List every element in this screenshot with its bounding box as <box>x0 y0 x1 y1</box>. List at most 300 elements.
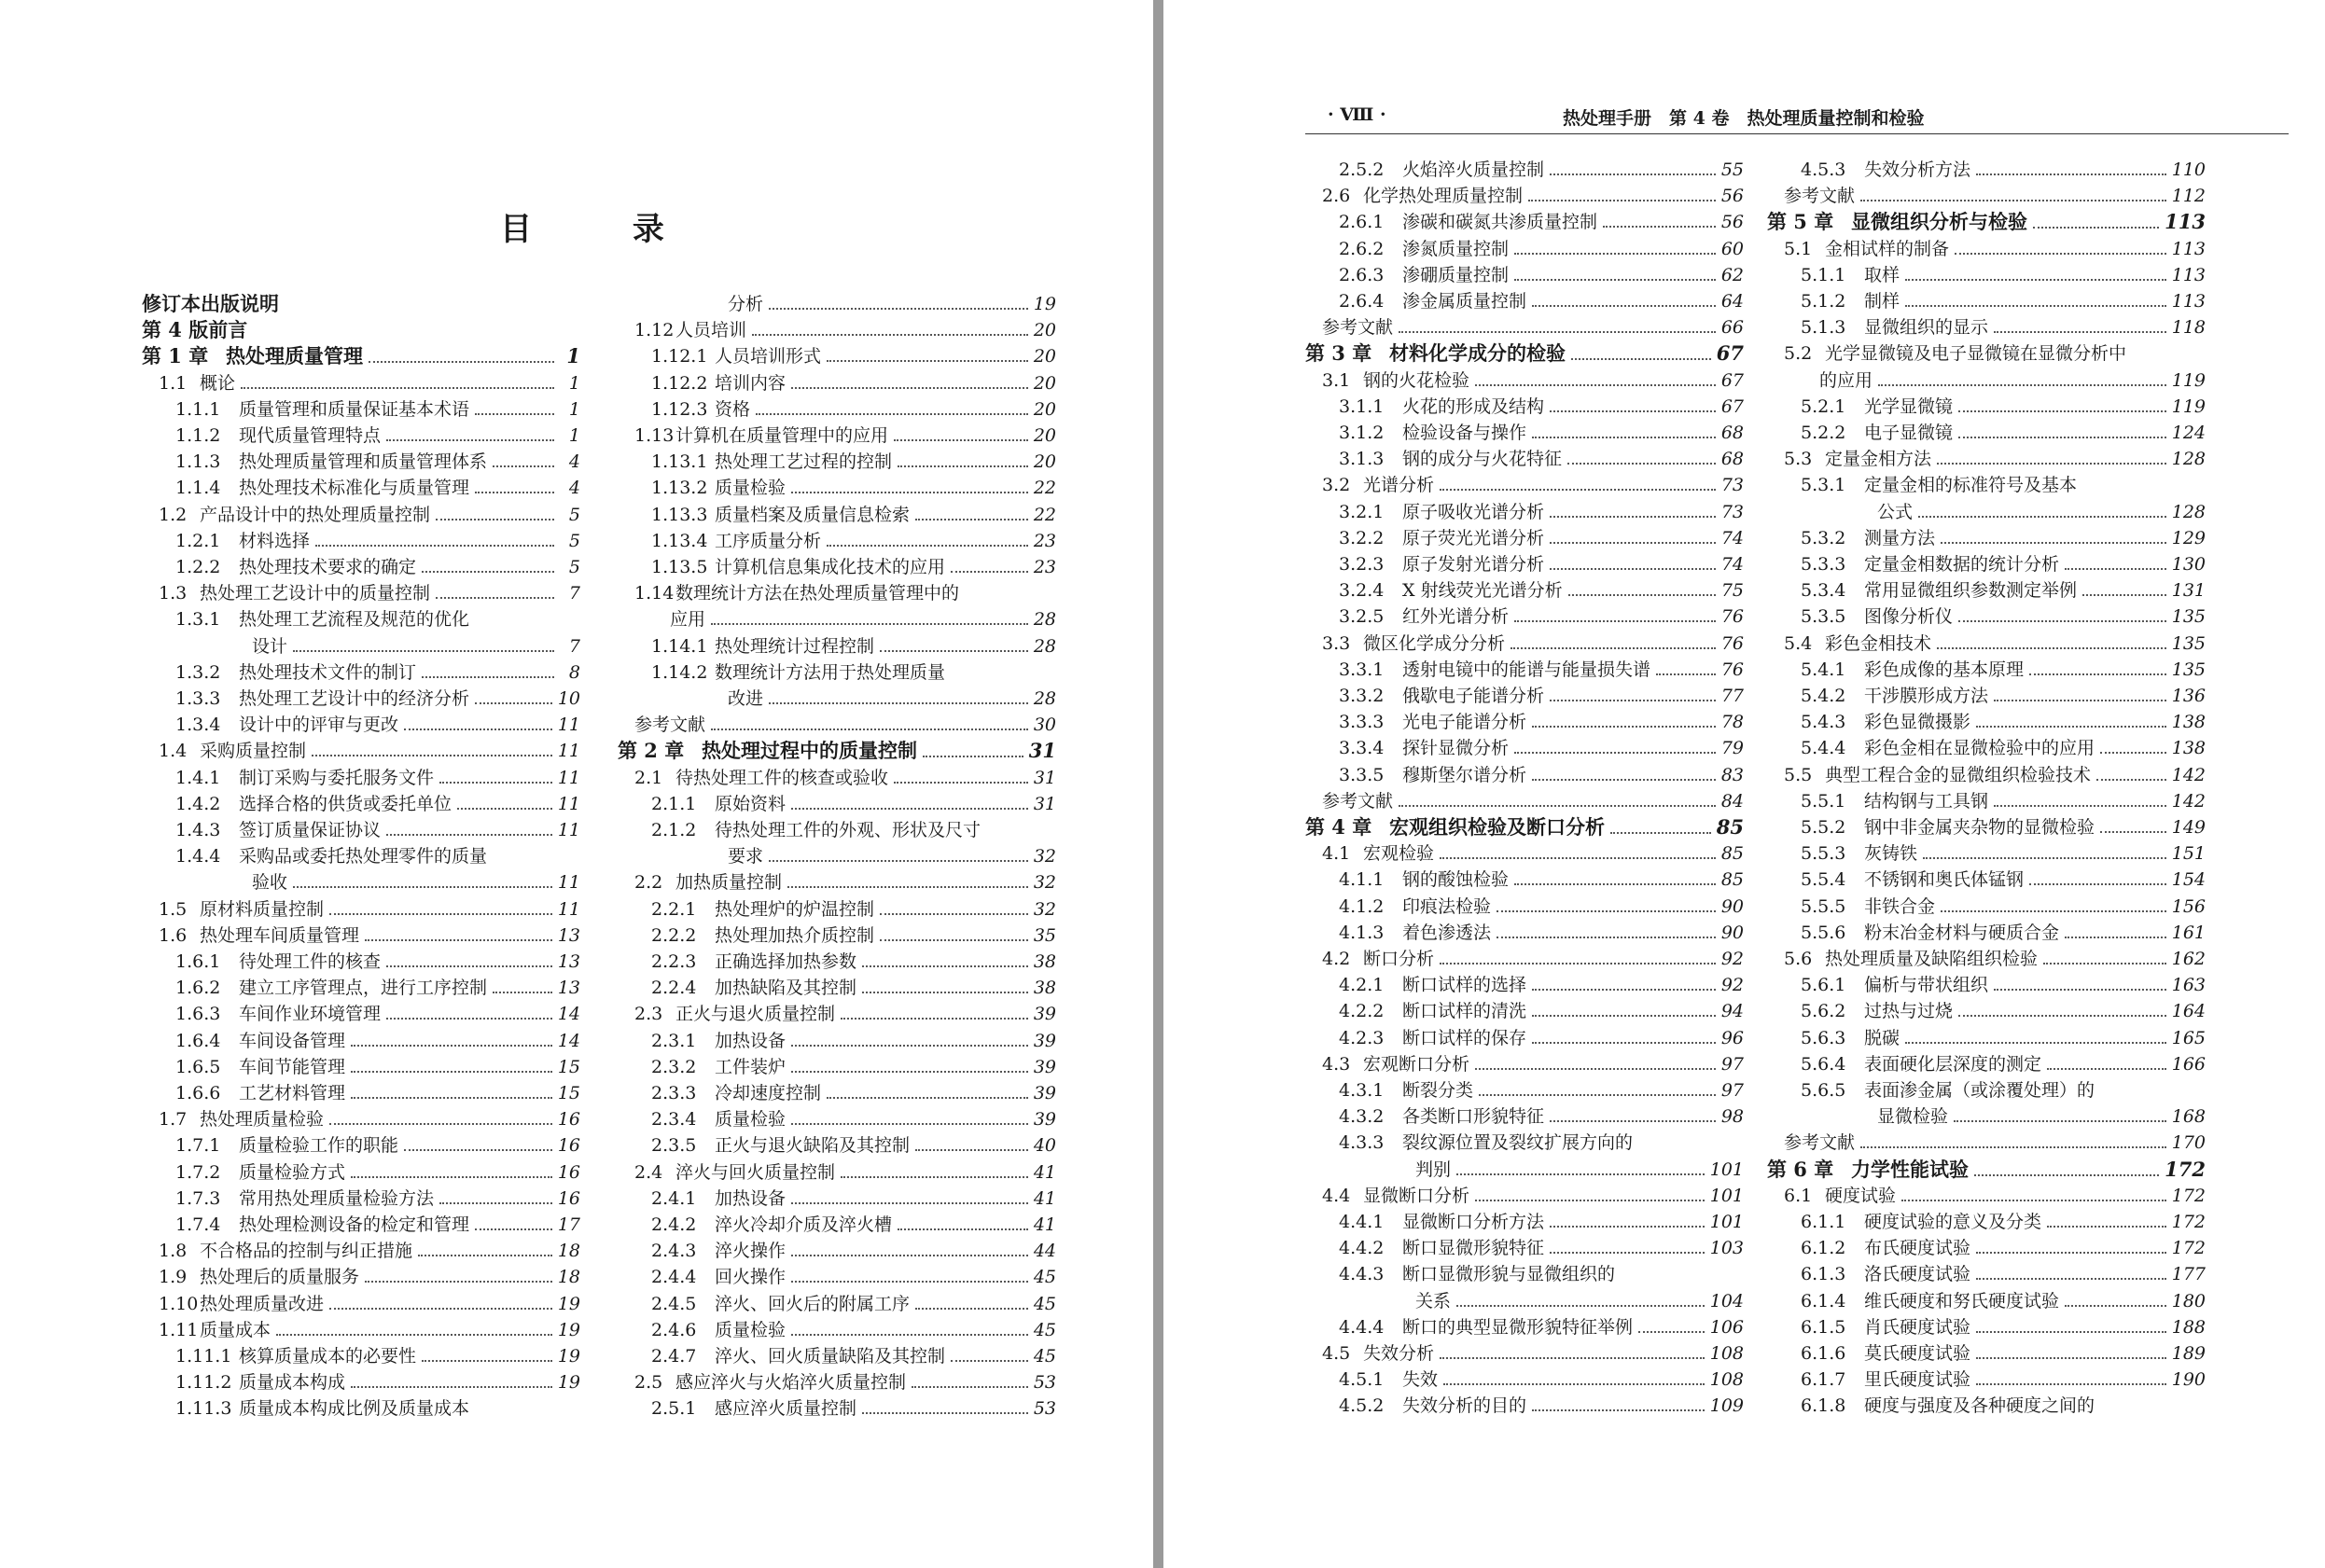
toc-entry[interactable] <box>618 475 1056 501</box>
section-number: 2.1.1 <box>651 793 697 814</box>
toc-entry[interactable] <box>142 686 580 712</box>
section-title: 热处理质量检验 <box>200 1109 325 1131</box>
dot-leader <box>791 1281 1028 1283</box>
toc-entry[interactable] <box>142 1054 580 1080</box>
toc-entry[interactable] <box>618 1001 1056 1027</box>
toc-entry[interactable] <box>142 554 580 580</box>
dot-leader <box>791 1045 1028 1047</box>
toc-entry[interactable] <box>1305 946 1744 972</box>
dot-leader <box>1918 516 2166 518</box>
dot-leader <box>915 1149 1028 1151</box>
toc-chapter-entry[interactable] <box>1767 209 2206 235</box>
dot-leader <box>912 1386 1028 1388</box>
toc-chapter-entry[interactable] <box>1767 1157 2206 1183</box>
dot-leader <box>404 728 552 730</box>
toc-entry[interactable] <box>1767 577 2206 604</box>
section-title: 淬火冷却介质及淬火槽 <box>715 1214 893 1235</box>
dot-leader <box>1656 673 1716 675</box>
toc-entry[interactable] <box>142 712 580 738</box>
section-title: 穆斯堡尔谱分析 <box>1402 764 1527 785</box>
toc-entry[interactable] <box>618 528 1056 554</box>
section-number: 5.6.4 <box>1801 1053 1846 1075</box>
toc-entry[interactable] <box>142 1291 580 1317</box>
toc-entry[interactable] <box>142 738 580 764</box>
page-number: 104 <box>1709 1290 1744 1311</box>
toc-entry[interactable] <box>1767 1077 2206 1103</box>
page-number: 41 <box>1033 1214 1056 1235</box>
toc-entry[interactable] <box>618 449 1056 475</box>
dot-leader <box>827 360 1028 362</box>
dot-leader <box>1528 200 1716 201</box>
toc-entry[interactable] <box>1767 683 2206 709</box>
toc-entry[interactable] <box>1305 920 1744 946</box>
toc-entry[interactable] <box>1305 1314 1744 1340</box>
toc-entry[interactable] <box>1767 946 2206 972</box>
toc-entry[interactable] <box>142 1343 580 1369</box>
section-title: 探针显微分析 <box>1402 738 1510 759</box>
toc-entry[interactable] <box>618 1186 1056 1212</box>
toc-entry[interactable] <box>1767 1130 2206 1156</box>
toc-entry[interactable] <box>142 765 580 791</box>
dot-leader <box>1550 542 1716 544</box>
page-number: 39 <box>1033 1004 1056 1025</box>
toc-chapter-entry[interactable] <box>618 738 1056 764</box>
toc-entry[interactable] <box>1305 998 1744 1024</box>
section-number: 2.3.3 <box>651 1083 697 1103</box>
page-number: 96 <box>1720 1027 1744 1048</box>
dot-leader <box>241 387 554 389</box>
toc-entry[interactable] <box>1305 420 1744 446</box>
section-number: 5.5.3 <box>1801 843 1846 865</box>
toc-entry[interactable] <box>1767 1393 2206 1419</box>
dot-leader <box>898 465 1028 467</box>
toc-entry[interactable] <box>1305 472 1744 498</box>
toc-entry[interactable] <box>618 765 1056 791</box>
dot-leader <box>1958 410 2166 412</box>
toc-entry[interactable] <box>1305 525 1744 551</box>
toc-entry[interactable] <box>1305 288 1744 314</box>
toc-entry[interactable] <box>1305 1209 1744 1235</box>
toc-entry[interactable] <box>618 1132 1056 1159</box>
toc-entry[interactable] <box>1767 1103 2206 1130</box>
page-number: 23 <box>1033 557 1056 577</box>
section-number: 5.6.1 <box>1801 975 1846 996</box>
toc-entry[interactable] <box>1305 368 1744 394</box>
toc-entry[interactable] <box>1305 394 1744 420</box>
toc-entry[interactable] <box>1305 314 1744 340</box>
page-number: 66 <box>1720 317 1744 339</box>
section-title: 热处理质量改进 <box>200 1293 325 1314</box>
section-title: 热处理加热介质控制 <box>715 924 875 946</box>
toc-entry[interactable] <box>1767 709 2206 735</box>
toc-entry[interactable] <box>618 1054 1056 1080</box>
toc-entry[interactable] <box>142 843 580 869</box>
dot-leader <box>1550 516 1716 518</box>
toc-entry[interactable] <box>1305 867 1744 893</box>
toc-entry[interactable] <box>142 1238 580 1264</box>
toc-entry[interactable] <box>1305 157 1744 183</box>
toc-entry[interactable] <box>618 712 1056 738</box>
section-title: 断口试样的选择 <box>1402 975 1527 996</box>
section-number: 6.1.4 <box>1801 1290 1846 1311</box>
page-number: 113 <box>2171 264 2206 285</box>
toc-entry[interactable] <box>142 1186 580 1212</box>
toc-entry[interactable] <box>1305 236 1744 262</box>
toc-entry[interactable] <box>618 502 1056 528</box>
toc-entry[interactable] <box>618 1106 1056 1132</box>
toc-entry[interactable] <box>618 554 1056 580</box>
page-number: 55 <box>1720 160 1744 180</box>
toc-entry[interactable] <box>142 923 580 949</box>
section-number: 5.4 <box>1784 632 1813 654</box>
dot-leader <box>791 387 1028 389</box>
dot-leader <box>436 519 554 520</box>
dot-leader <box>1479 1094 1716 1096</box>
toc-chapter-entry[interactable] <box>142 291 580 317</box>
toc-entry[interactable] <box>142 1317 580 1343</box>
page-number: 189 <box>2171 1343 2206 1364</box>
toc-entry[interactable] <box>142 1001 580 1027</box>
toc-entry[interactable] <box>142 1369 580 1395</box>
toc-entry[interactable] <box>1767 1314 2206 1340</box>
toc-entry[interactable] <box>1305 683 1744 709</box>
toc-entry[interactable] <box>618 423 1056 449</box>
toc-chapter-entry[interactable] <box>1305 814 1744 840</box>
dot-leader <box>1976 1357 2166 1359</box>
section-number: 1.2 <box>159 504 188 525</box>
toc-entry[interactable] <box>618 923 1056 949</box>
toc-entry[interactable] <box>1767 762 2206 788</box>
dot-leader <box>422 676 554 678</box>
section-title: 人员培训形式 <box>715 346 822 368</box>
toc-entry[interactable] <box>1767 262 2206 288</box>
toc-entry[interactable] <box>1767 368 2206 394</box>
section-title: 宏观组织检验及断口分析 <box>1389 815 1605 839</box>
page-number: 11 <box>557 715 580 736</box>
toc-entry[interactable] <box>1305 1130 1744 1156</box>
page-number: 16 <box>557 1187 580 1209</box>
toc-entry[interactable] <box>142 423 580 449</box>
section-number: 4.1.1 <box>1339 869 1385 891</box>
toc-entry[interactable] <box>618 317 1056 343</box>
toc-entry[interactable] <box>1305 262 1744 288</box>
page-number: 163 <box>2171 975 2206 996</box>
section-number: 3.3 <box>1322 632 1351 654</box>
toc-entry[interactable] <box>1767 236 2206 262</box>
toc-entry[interactable] <box>1767 1051 2206 1077</box>
toc-entry[interactable] <box>1305 1025 1744 1051</box>
section-number: 5.5.2 <box>1801 817 1846 838</box>
dot-leader <box>862 992 1028 993</box>
toc-chapter-entry[interactable] <box>1305 340 1744 367</box>
toc-entry[interactable] <box>1305 577 1744 604</box>
dot-leader <box>1532 305 1716 307</box>
toc-entry[interactable] <box>142 1159 580 1186</box>
section-number: 5.1 <box>1784 238 1813 259</box>
toc-entry[interactable] <box>618 1369 1056 1395</box>
section-title: 光电子能谱分析 <box>1402 712 1527 733</box>
toc-entry[interactable] <box>1767 735 2206 761</box>
toc-entry[interactable] <box>618 1080 1056 1106</box>
dot-leader <box>827 1097 1028 1099</box>
dot-leader <box>1941 910 2166 912</box>
toc-entry[interactable] <box>142 1132 580 1159</box>
toc-entry[interactable] <box>618 1343 1056 1369</box>
toc-entry[interactable] <box>142 580 580 606</box>
toc-entry[interactable] <box>618 949 1056 975</box>
toc-entry[interactable] <box>142 791 580 817</box>
dot-leader <box>1955 253 2166 255</box>
section-title: 维氏硬度和努氏硬度试验 <box>1864 1290 2060 1311</box>
toc-entry[interactable] <box>1767 420 2206 446</box>
section-number: 2.4.6 <box>651 1319 697 1340</box>
section-title: 彩色金相技术 <box>1825 632 1932 654</box>
page-number: 156 <box>2171 895 2206 917</box>
toc-entry[interactable] <box>142 528 580 554</box>
page-number: 7 <box>568 635 580 657</box>
toc-entry[interactable] <box>1305 735 1744 761</box>
toc-entry[interactable] <box>142 1080 580 1106</box>
section-number: 3.1.3 <box>1339 449 1385 470</box>
toc-entry[interactable] <box>1767 314 2206 340</box>
toc-entry[interactable] <box>1767 551 2206 577</box>
section-title: 质量管理和质量保证基本术语 <box>239 398 470 420</box>
page-number: 39 <box>1033 1083 1056 1103</box>
toc-entry[interactable] <box>1305 709 1744 735</box>
page-number: 20 <box>1033 451 1056 473</box>
page-number: 5 <box>568 504 580 525</box>
dot-leader <box>1976 1278 2166 1280</box>
section-title: 参考文献 <box>634 715 706 736</box>
toc-entry[interactable] <box>618 791 1056 817</box>
dot-leader <box>1475 384 1716 386</box>
toc-entry[interactable] <box>1767 604 2206 630</box>
toc-entry[interactable] <box>1767 499 2206 525</box>
toc-entry[interactable] <box>142 896 580 923</box>
toc-entry[interactable] <box>618 817 1056 843</box>
toc-entry[interactable] <box>142 975 580 1001</box>
page-number: 74 <box>1720 554 1744 575</box>
toc-entry[interactable] <box>142 1106 580 1132</box>
toc-entry[interactable] <box>1305 1051 1744 1077</box>
toc-entry[interactable] <box>1767 1367 2206 1393</box>
toc-entry[interactable] <box>1305 840 1744 867</box>
section-number: 5.3.2 <box>1801 527 1846 548</box>
toc-chapter-entry[interactable] <box>142 343 580 369</box>
page-number: 90 <box>1720 922 1744 943</box>
section-number: 6.1.2 <box>1801 1238 1846 1259</box>
toc-entry[interactable] <box>1767 183 2206 209</box>
dot-leader <box>1994 805 2166 807</box>
toc-entry[interactable] <box>618 1264 1056 1290</box>
toc-entry[interactable] <box>618 869 1056 895</box>
toc-entry[interactable] <box>1305 1183 1744 1209</box>
toc-entry[interactable] <box>142 817 580 843</box>
page-number: 19 <box>557 1346 580 1367</box>
toc-entry[interactable] <box>1767 472 2206 498</box>
toc-entry[interactable] <box>142 633 580 659</box>
toc-chapter-entry[interactable] <box>142 317 580 343</box>
section-title: 质量成本 <box>200 1319 271 1340</box>
toc-entry[interactable] <box>1767 894 2206 920</box>
section-title: 的应用 <box>1819 369 1873 391</box>
toc-entry[interactable] <box>1305 1261 1744 1287</box>
page-number: 8 <box>568 661 580 683</box>
toc-entry[interactable] <box>618 659 1056 686</box>
toc-entry[interactable] <box>142 659 580 686</box>
toc-entry[interactable] <box>1305 446 1744 472</box>
toc-entry[interactable] <box>142 1395 580 1422</box>
dot-leader <box>1440 489 1716 491</box>
page-number: 165 <box>2171 1027 2206 1048</box>
toc-entry[interactable] <box>1305 788 1744 814</box>
section-title: 俄歇电子能谱分析 <box>1402 686 1545 706</box>
toc-entry[interactable] <box>142 1264 580 1290</box>
toc-entry[interactable] <box>1767 867 2206 893</box>
toc-entry[interactable] <box>1767 1235 2206 1261</box>
section-title: 热处理统计过程控制 <box>715 635 875 657</box>
dot-leader <box>1550 410 1716 412</box>
section-number: 1.9 <box>159 1267 188 1288</box>
toc-entry[interactable] <box>1305 1077 1744 1103</box>
toc-entry[interactable] <box>618 975 1056 1001</box>
toc-entry[interactable] <box>1767 1340 2206 1367</box>
toc-entry[interactable] <box>142 502 580 528</box>
toc-entry[interactable] <box>1305 1235 1744 1261</box>
toc-entry[interactable] <box>1305 1103 1744 1130</box>
toc-entry[interactable] <box>1767 788 2206 814</box>
toc-entry[interactable] <box>1305 1340 1744 1367</box>
dot-leader <box>1994 989 2166 991</box>
toc-entry[interactable] <box>618 291 1056 317</box>
toc-entry[interactable] <box>1767 972 2206 998</box>
toc-entry[interactable] <box>142 370 580 396</box>
section-title: 宏观检验 <box>1363 843 1435 865</box>
dot-leader <box>1937 647 2166 649</box>
toc-entry[interactable] <box>1305 1367 1744 1393</box>
toc-entry[interactable] <box>142 449 580 475</box>
toc-entry[interactable] <box>618 396 1056 423</box>
page-number: 108 <box>1709 1369 1744 1391</box>
page-number: 10 <box>557 688 580 709</box>
toc-entry[interactable] <box>618 606 1056 632</box>
page-number: 62 <box>1720 264 1744 285</box>
dot-leader <box>293 650 554 652</box>
toc-entry[interactable] <box>618 370 1056 396</box>
toc-entry[interactable] <box>618 633 1056 659</box>
section-title: X 射线荧光光谱分析 <box>1402 580 1563 602</box>
dot-leader <box>351 1071 552 1073</box>
toc-entry[interactable] <box>142 606 580 632</box>
toc-entry[interactable] <box>1767 1261 2206 1287</box>
toc-entry[interactable] <box>1305 1393 1744 1419</box>
toc-entry[interactable] <box>1305 499 1744 525</box>
page-number: 64 <box>1720 291 1744 312</box>
toc-entry[interactable] <box>1305 183 1744 209</box>
dot-leader <box>791 808 1028 810</box>
page-number: 128 <box>2171 449 2206 470</box>
toc-entry[interactable] <box>618 843 1056 869</box>
section-number: 6.1.6 <box>1801 1343 1846 1364</box>
toc-entry[interactable] <box>1305 1157 1744 1183</box>
section-title: 改进 <box>728 688 764 709</box>
toc-entry[interactable] <box>1767 998 2206 1024</box>
toc-entry[interactable] <box>1767 1288 2206 1314</box>
section-title: 过热与过烧 <box>1864 1001 1954 1022</box>
toc-entry[interactable] <box>618 896 1056 923</box>
section-title: 化学热处理质量控制 <box>1363 186 1524 207</box>
toc-entry[interactable] <box>1767 446 2206 472</box>
toc-entry[interactable] <box>618 1238 1056 1264</box>
toc-entry[interactable] <box>1305 631 1744 657</box>
toc-entry[interactable] <box>1305 209 1744 235</box>
toc-entry[interactable] <box>1767 525 2206 551</box>
toc-entry[interactable] <box>1305 657 1744 683</box>
section-number: 1.13.3 <box>651 504 708 525</box>
section-number: 2.5.1 <box>651 1398 697 1420</box>
toc-entry[interactable] <box>1305 972 1744 998</box>
toc-entry[interactable] <box>142 949 580 975</box>
section-number: 1.6 <box>159 924 188 946</box>
section-title: 结构钢与工具钢 <box>1864 790 1989 812</box>
toc-entry[interactable] <box>1767 631 2206 657</box>
toc-entry[interactable] <box>1767 1025 2206 1051</box>
toc-entry[interactable] <box>1767 288 2206 314</box>
toc-entry[interactable] <box>142 475 580 501</box>
toc-entry[interactable] <box>1767 157 2206 183</box>
section-number: 5.4.4 <box>1801 738 1846 759</box>
toc-entry[interactable] <box>1767 814 2206 840</box>
dot-leader <box>1497 910 1716 912</box>
toc-entry[interactable] <box>618 1395 1056 1422</box>
toc-entry[interactable] <box>1305 604 1744 630</box>
toc-entry[interactable] <box>1305 551 1744 577</box>
toc-entry[interactable] <box>1767 920 2206 946</box>
toc-entry[interactable] <box>1767 840 2206 867</box>
toc-entry[interactable] <box>1305 894 1744 920</box>
toc-entry[interactable] <box>618 1291 1056 1317</box>
toc-entry[interactable] <box>142 396 580 423</box>
toc-entry[interactable] <box>1767 1209 2206 1235</box>
toc-entry[interactable] <box>618 1028 1056 1054</box>
section-number: 3.3.3 <box>1339 712 1385 733</box>
page-number: 106 <box>1709 1316 1744 1338</box>
toc-entry[interactable] <box>1305 1288 1744 1314</box>
toc-entry[interactable] <box>618 686 1056 712</box>
toc-entry[interactable] <box>1767 340 2206 367</box>
section-number: 1.14.1 <box>651 635 708 657</box>
toc-entry[interactable] <box>618 1317 1056 1343</box>
toc-entry[interactable] <box>142 869 580 895</box>
toc-entry[interactable] <box>1305 762 1744 788</box>
section-title: 渗硼质量控制 <box>1402 264 1510 285</box>
section-number: 1.4 <box>159 741 188 762</box>
toc-entry[interactable] <box>142 1028 580 1054</box>
section-title: 断口分析 <box>1363 949 1435 969</box>
toc-entry[interactable] <box>1767 1183 2206 1209</box>
toc-entry[interactable] <box>618 1212 1056 1238</box>
section-title: 热处理技术要求的确定 <box>239 557 417 577</box>
toc-entry[interactable] <box>1767 394 2206 420</box>
dot-leader <box>787 886 1028 888</box>
toc-entry[interactable] <box>618 580 1056 606</box>
toc-entry[interactable] <box>618 1159 1056 1186</box>
dot-leader <box>862 1412 1028 1414</box>
dot-leader <box>1638 1331 1705 1333</box>
toc-entry[interactable] <box>1767 657 2206 683</box>
toc-entry[interactable] <box>618 343 1056 369</box>
toc-entry[interactable] <box>142 1212 580 1238</box>
